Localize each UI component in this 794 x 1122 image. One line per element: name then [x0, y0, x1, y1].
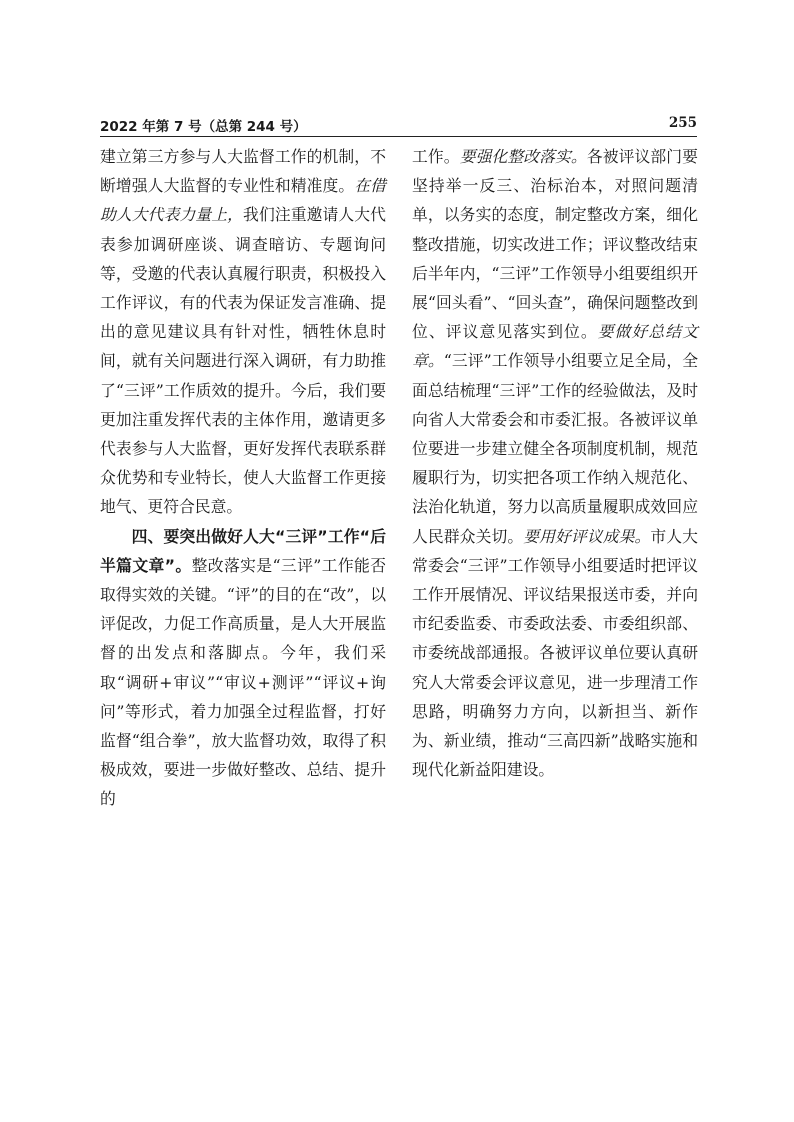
paragraph-text: 我们注重邀请人大代表参加调研座谈、调查暗访、专题询问等，受邀的代表认真履行职责，积极投入工作评议，有的代表为保证发言准确、提出的意见建议具有针对性，牺牲休息时间，就有关问题进行深入调研，有力助推了“三评”工作质效的提升。今后，我们要更加注重发挥代表的主体作用，邀请更多代表参与人大监督，更好发挥代表联系群众优势和专业特长，使人大监督工作更接地气、更符合民意。 — [100, 205, 386, 517]
paragraph-continued — [100, 142, 386, 522]
issue-number: 2022 年第 7 号（总第 244 号） — [100, 119, 307, 135]
page-header — [100, 114, 697, 137]
paragraph-continued — [412, 142, 698, 784]
paragraph-text: 各被评议部门要坚持举一反三、治标治本，对照问题清单，以务实的态度，制定整改方案，细化整改措施，切实改进工作；评议整改结束后半年内，“三评”工作领导小组要组织开展“回头看”、“回头查”，确保问题整改到位、评议意见落实到位。 — [412, 147, 698, 342]
left-column — [100, 142, 386, 814]
emphasis-text: 要做好总结文章。 — [412, 322, 698, 371]
emphasis-text: 要用好评议成果。 — [523, 526, 651, 546]
page-number: 255 — [668, 115, 697, 131]
paragraph-text: 建立第三方参与人大监督工作的机制，不断增强人大监督的专业性和精准度。 — [100, 147, 386, 196]
emphasis-text: 要强化整改落实。 — [459, 147, 587, 166]
emphasis-text: 在借助人大代表力量上， — [100, 176, 386, 225]
right-column — [412, 142, 698, 784]
paragraph-text: “三评”工作领导小组要立足全局，全面总结梳理“三评”工作的经验做法，及时向省人大常委会和市委汇报。各被评议单位要进一步建立健全各项制度机制，规范履职行为，切实把各项工作纳入规范化、法治化轨道，努力以高质量履职成效回应人民群众关切。 — [412, 351, 698, 546]
section-heading: 四、要突出做好人大“三评”工作“后半篇文章”。 — [100, 526, 386, 575]
paragraph-text: 工作。 — [412, 147, 460, 166]
paragraph-text: 整改落实是“三评”工作能否取得实效的关键。“评”的目的在“改”，以评促改，力促工作高质量，是人大开展监督的出发点和落脚点。今年，我们采取“调研+审议”“审议+测评”“评议+询问”等形式，着力加强全过程监督，打好监督“组合拳”，放大监督功效，取得了积极成效，要进一步做好整改、总结、提升的 — [100, 555, 386, 809]
paragraph-text: 市人大常委会“三评”工作领导小组要适时把评议工作开展情况、评议结果报送市委，并向市纪委监委、市委政法委、市委组织部、市委统战部通报。各被评议单位要认真研究人大常委会评议意见，进一步理清工作思路，明确努力方向，以新担当、新作为、新业绩，推动“三高四新”战略实施和现代化新益阳建设。 — [412, 526, 698, 780]
section-four-paragraph — [100, 522, 386, 814]
